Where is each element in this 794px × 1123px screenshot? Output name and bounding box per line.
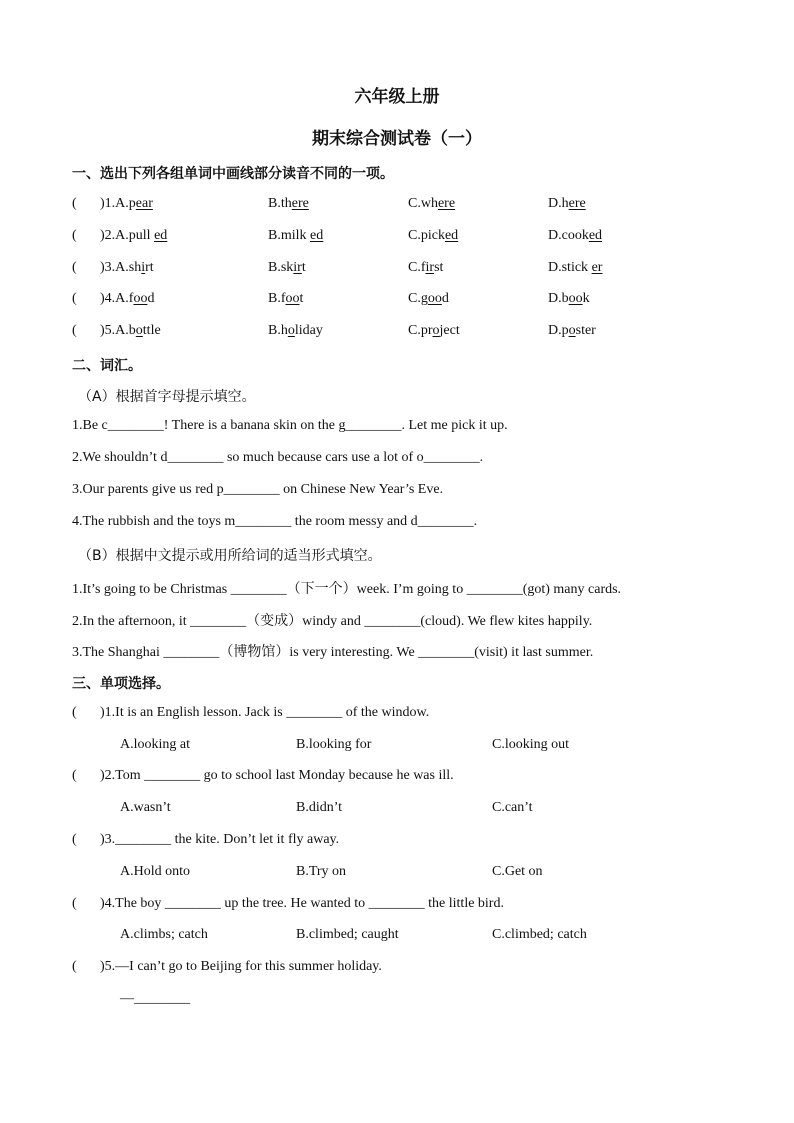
q1-option-d: [548, 196, 586, 212]
word-part: D.h: [548, 196, 569, 211]
underlined-part: o: [432, 323, 440, 338]
q1-option-a: A.looking at: [120, 737, 190, 752]
q4-paren: (: [72, 896, 77, 911]
q2-option-b: B.didn’t: [296, 800, 343, 815]
word-part: d: [441, 291, 449, 306]
question-number: )1.: [100, 196, 116, 211]
word-part: k: [582, 291, 590, 306]
answer-paren: (: [72, 260, 77, 275]
word-part: A.sh: [115, 260, 142, 275]
q3-option-c: [408, 260, 443, 276]
q1-option-a: [100, 196, 153, 212]
q1-option-b: B.looking for: [296, 737, 372, 752]
section3-heading: 三、单项选择。: [72, 676, 170, 692]
word-part: A.pull: [115, 228, 155, 243]
underlined-part: o: [568, 323, 576, 338]
q2-option-c: [408, 228, 458, 244]
q1-paren: (: [72, 705, 77, 720]
word-part: A.f: [115, 291, 134, 306]
underlined-part: ere: [568, 196, 586, 211]
underlined-part: ed: [310, 228, 324, 243]
fill-line-2: 2.In the afternoon, it ________（变成）windy and ________(cloud). We flew kites happily.: [72, 614, 593, 629]
underlined-part: i: [141, 260, 146, 275]
word-part: C.pr: [408, 323, 433, 338]
answer-paren: (: [72, 228, 77, 243]
answer-paren: (: [72, 291, 77, 306]
underlined-part: o: [135, 323, 143, 338]
q2-option-a: A.wasn’t: [120, 800, 171, 815]
word-part: rt: [145, 260, 154, 275]
word-part: B.milk: [268, 228, 311, 243]
word-part: B.sk: [268, 260, 294, 275]
q4-option-b: B.climbed; caught: [296, 927, 399, 942]
q5-option-b: [268, 323, 323, 339]
question-number: )5.: [100, 323, 116, 338]
underlined-part: oo: [285, 291, 300, 306]
underlined-part: ear: [135, 196, 153, 211]
q4-stem: )4.The boy ________ up the tree. He wanted to ________ the little bird.: [100, 896, 504, 911]
q3-option-b: B.Try on: [296, 864, 347, 879]
q2-stem: )2.Tom ________ go to school last Monday because he was ill.: [100, 768, 454, 783]
q2-paren: (: [72, 768, 77, 783]
word-part: C.f: [408, 260, 426, 275]
q3-option-a: A.Hold onto: [120, 864, 190, 879]
word-part: D.b: [548, 291, 569, 306]
underlined-part: ere: [291, 196, 309, 211]
q5-paren: (: [72, 959, 77, 974]
q1-option-c: [408, 196, 455, 212]
q3-paren: (: [72, 832, 77, 847]
word-part: D.cook: [548, 228, 589, 243]
underlined-part: oo: [568, 291, 583, 306]
q1-option-b: [268, 196, 309, 212]
underlined-part: ere: [437, 196, 456, 211]
q4-option-c: [408, 291, 449, 307]
vocab-line-4: 4.The rubbish and the toys m________ the room messy and d________.: [72, 514, 478, 529]
underlined-part: oo: [427, 291, 442, 306]
underlined-part: ed: [588, 228, 603, 243]
underlined-part: ed: [154, 228, 168, 243]
answer-paren: (: [72, 196, 77, 211]
word-part: C.pick: [408, 228, 445, 243]
word-part: B.th: [268, 196, 292, 211]
q3-stem: )3.________ the kite. Don’t let it fly away.: [100, 832, 340, 847]
underlined-part: ed: [444, 228, 459, 243]
q2-option-c: C.can’t: [492, 800, 533, 815]
q3-option-a: [100, 260, 154, 276]
q2-option-d: [548, 228, 602, 244]
word-part: D.p: [548, 323, 569, 338]
fill-line-1: 1.It’s going to be Christmas ________（下一个）week. I’m going to ________(got) many cards.: [72, 582, 622, 597]
word-part: ster: [575, 323, 596, 338]
q4-option-c: C.climbed; catch: [492, 927, 587, 942]
word-part: C.wh: [408, 196, 438, 211]
q1-stem: )1.It is an English lesson. Jack is ________ of the window.: [100, 705, 430, 720]
question-number: )3.: [100, 260, 116, 275]
word-part: B.h: [268, 323, 288, 338]
page-title: 六年级上册: [354, 87, 440, 107]
word-part: B.f: [268, 291, 286, 306]
word-part: t: [301, 260, 306, 275]
q4-option-d: [548, 291, 590, 307]
q5-stem: )5.—I can’t go to Beijing for this summer holiday.: [100, 959, 382, 974]
q5-option-c: [408, 323, 460, 339]
word-part: A.b: [115, 323, 136, 338]
section2-heading: 二、词汇。: [72, 358, 142, 374]
q4-option-a: [100, 291, 154, 307]
q5-option-a: [100, 323, 161, 339]
q5-answer-line: —________: [120, 991, 190, 1006]
section1-heading: 一、选出下列各组单词中画线部分读音不同的一项。: [72, 166, 394, 182]
fill-line-3: 3.The Shanghai ________（博物馆）is very interesting. We ________(visit) it last summer.: [72, 645, 594, 660]
underlined-part: oo: [133, 291, 148, 306]
word-part: D.stick: [548, 260, 592, 275]
q1-option-c: C.looking out: [492, 737, 570, 752]
vocab-line-2: 2.We shouldn’t d________ so much because cars use a lot of o________.: [72, 450, 484, 465]
q3-option-c: C.Get on: [492, 864, 543, 879]
vocab-line-3: 3.Our parents give us red p________ on Chinese New Year’s Eve.: [72, 482, 444, 497]
word-part: d: [147, 291, 155, 306]
word-part: ject: [439, 323, 460, 338]
question-number: )2.: [100, 228, 116, 243]
word-part: C.g: [408, 291, 428, 306]
section2-partB-heading: （B）根据中文提示或用所给词的适当形式填空。: [78, 548, 382, 564]
q2-option-a: [100, 228, 167, 244]
word-part: ttle: [142, 323, 161, 338]
q3-option-b: [268, 260, 306, 276]
vocab-line-1: 1.Be c________! There is a banana skin on the g________. Let me pick it up.: [72, 418, 508, 433]
q2-option-b: [268, 228, 323, 244]
q5-option-d: [548, 323, 596, 339]
answer-paren: (: [72, 323, 77, 338]
word-part: st: [434, 260, 444, 275]
q3-option-d: [548, 260, 602, 276]
underlined-part: ir: [293, 260, 302, 275]
question-number: )4.: [100, 291, 116, 306]
page-subtitle: 期末综合测试卷（一）: [312, 129, 482, 149]
q4-option-a: A.climbs; catch: [120, 927, 208, 942]
underlined-part: ir: [425, 260, 435, 275]
underlined-part: er: [591, 260, 603, 275]
word-part: t: [299, 291, 304, 306]
q4-option-b: [268, 291, 303, 307]
underlined-part: o: [287, 323, 295, 338]
section2-partA-heading: （A）根据首字母提示填空。: [78, 389, 256, 405]
word-part: A.p: [115, 196, 136, 211]
word-part: liday: [294, 323, 323, 338]
